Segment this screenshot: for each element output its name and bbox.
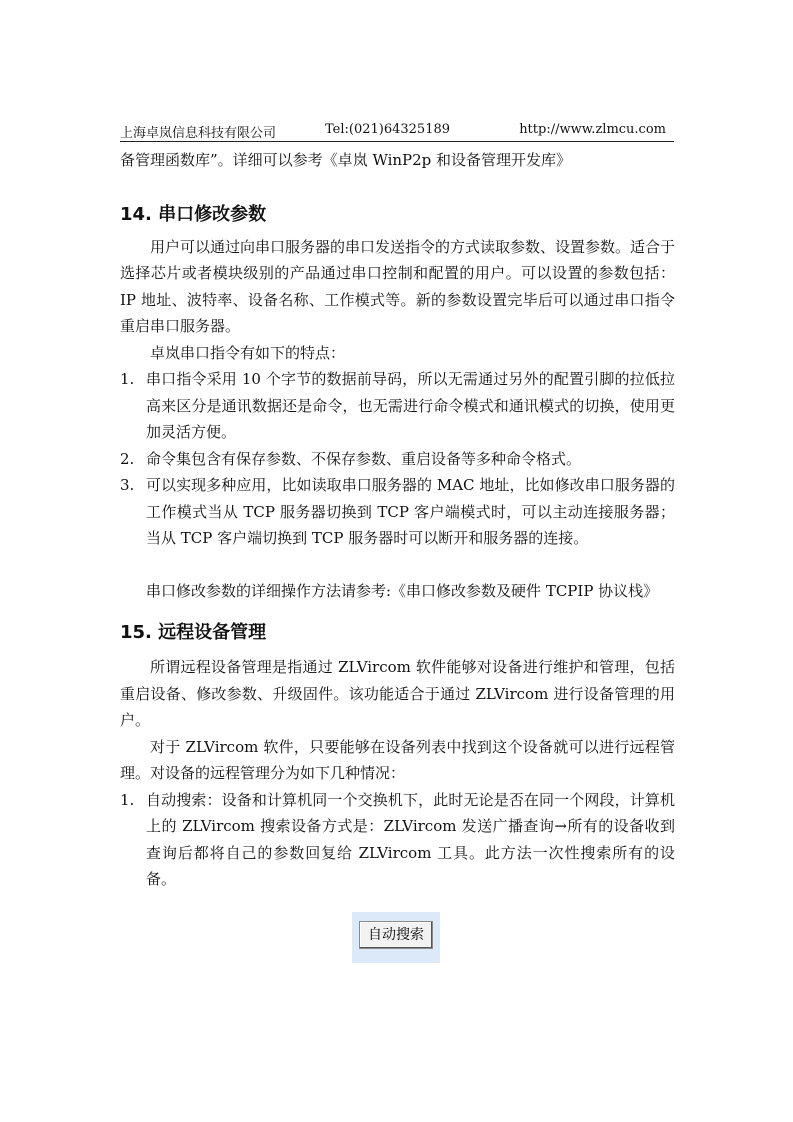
intro-line: 备管理函数库”。详细可以参考《卓岚 WinP2p 和设备管理开发库》 [120,151,572,169]
list-number: 3. [120,476,135,494]
blank-line [120,552,675,578]
section-15-para-1: 所谓远程设备管理是指通过 ZLVircom 软件能够对设备进行维护和管理，包括重启设备、修改参数、升级固件。该功能适合于通过 ZLVircom 进行设备管理的用户。 [120,658,675,729]
section-14-title: 14. 串口修改参数 [120,203,267,225]
list-item [120,787,675,893]
section-14-feature-list [120,366,675,552]
page-header [120,121,674,142]
auto-search-screenshot [352,912,440,963]
list-number: 1. [120,790,135,809]
section-14-reference: 串口修改参数的详细操作方法请参考:《串口修改参数及硬件 TCPIP 协议栈》 [146,581,659,600]
document-body [120,147,675,893]
list-text: 自动搜索：设备和计算机同一个交换机下，此时无论是否在同一个网段，计算机上的 ZLVircom 搜索设备方式是：ZLVircom 发送广播查询→所有的设备收到查询后都将自己的参数回复给 ZLVircom 工具。此方法一次性搜索所有的设备。 [146,790,675,888]
section-14-para-1: 用户可以通过向串口服务器的串口发送指令的方式读取参数、设置参数。适合于选择芯片或者模块级别的产品通过串口控制和配置的用户。可以设置的参数包括：IP 地址、波特率、设备名称、工作模式等。新的参数设置完毕后可以通过串口指令重启串口服务器。 [120,237,676,335]
list-item [120,446,675,473]
list-item [120,366,675,446]
auto-search-button[interactable]: 自动搜索 [359,921,433,949]
list-text: 可以实现多种应用，比如读取串口服务器的 MAC 地址，比如修改串口服务器的工作模式当从 TCP 服务器切换到 TCP 客户端模式时，可以主动连接服务器；当从 TCP 客户端切换到 TCP 服务器时可以断开和服务器的连接。 [146,476,675,547]
header-url: http://www.zlmcu.com [519,122,666,137]
list-item [120,472,675,552]
list-text: 串口指令采用 10 个字节的数据前导码，所以无需通过另外的配置引脚的拉低拉高来区分是通讯数据还是命令，也无需进行命令模式和通讯模式的切换，使用更加灵活方便。 [146,370,675,441]
header-tel: Tel:(021)64325189 [325,122,451,137]
section-14-para-2: 卓岚串口指令有如下的特点： [150,343,346,362]
list-number: 1. [120,370,135,388]
section-15-title: 15. 远程设备管理 [120,622,267,643]
list-text: 命令集包含有保存参数、不保存参数、重启设备等多种命令格式。 [146,449,582,468]
section-15-case-list [120,787,675,893]
list-number: 2. [120,449,135,468]
section-15-para-2: 对于 ZLVircom 软件，只要能够在设备列表中找到这个设备就可以进行远程管理。对设备的远程管理分为如下几种情况： [120,737,675,782]
header-company: 上海卓岚信息科技有限公司 [120,126,277,141]
